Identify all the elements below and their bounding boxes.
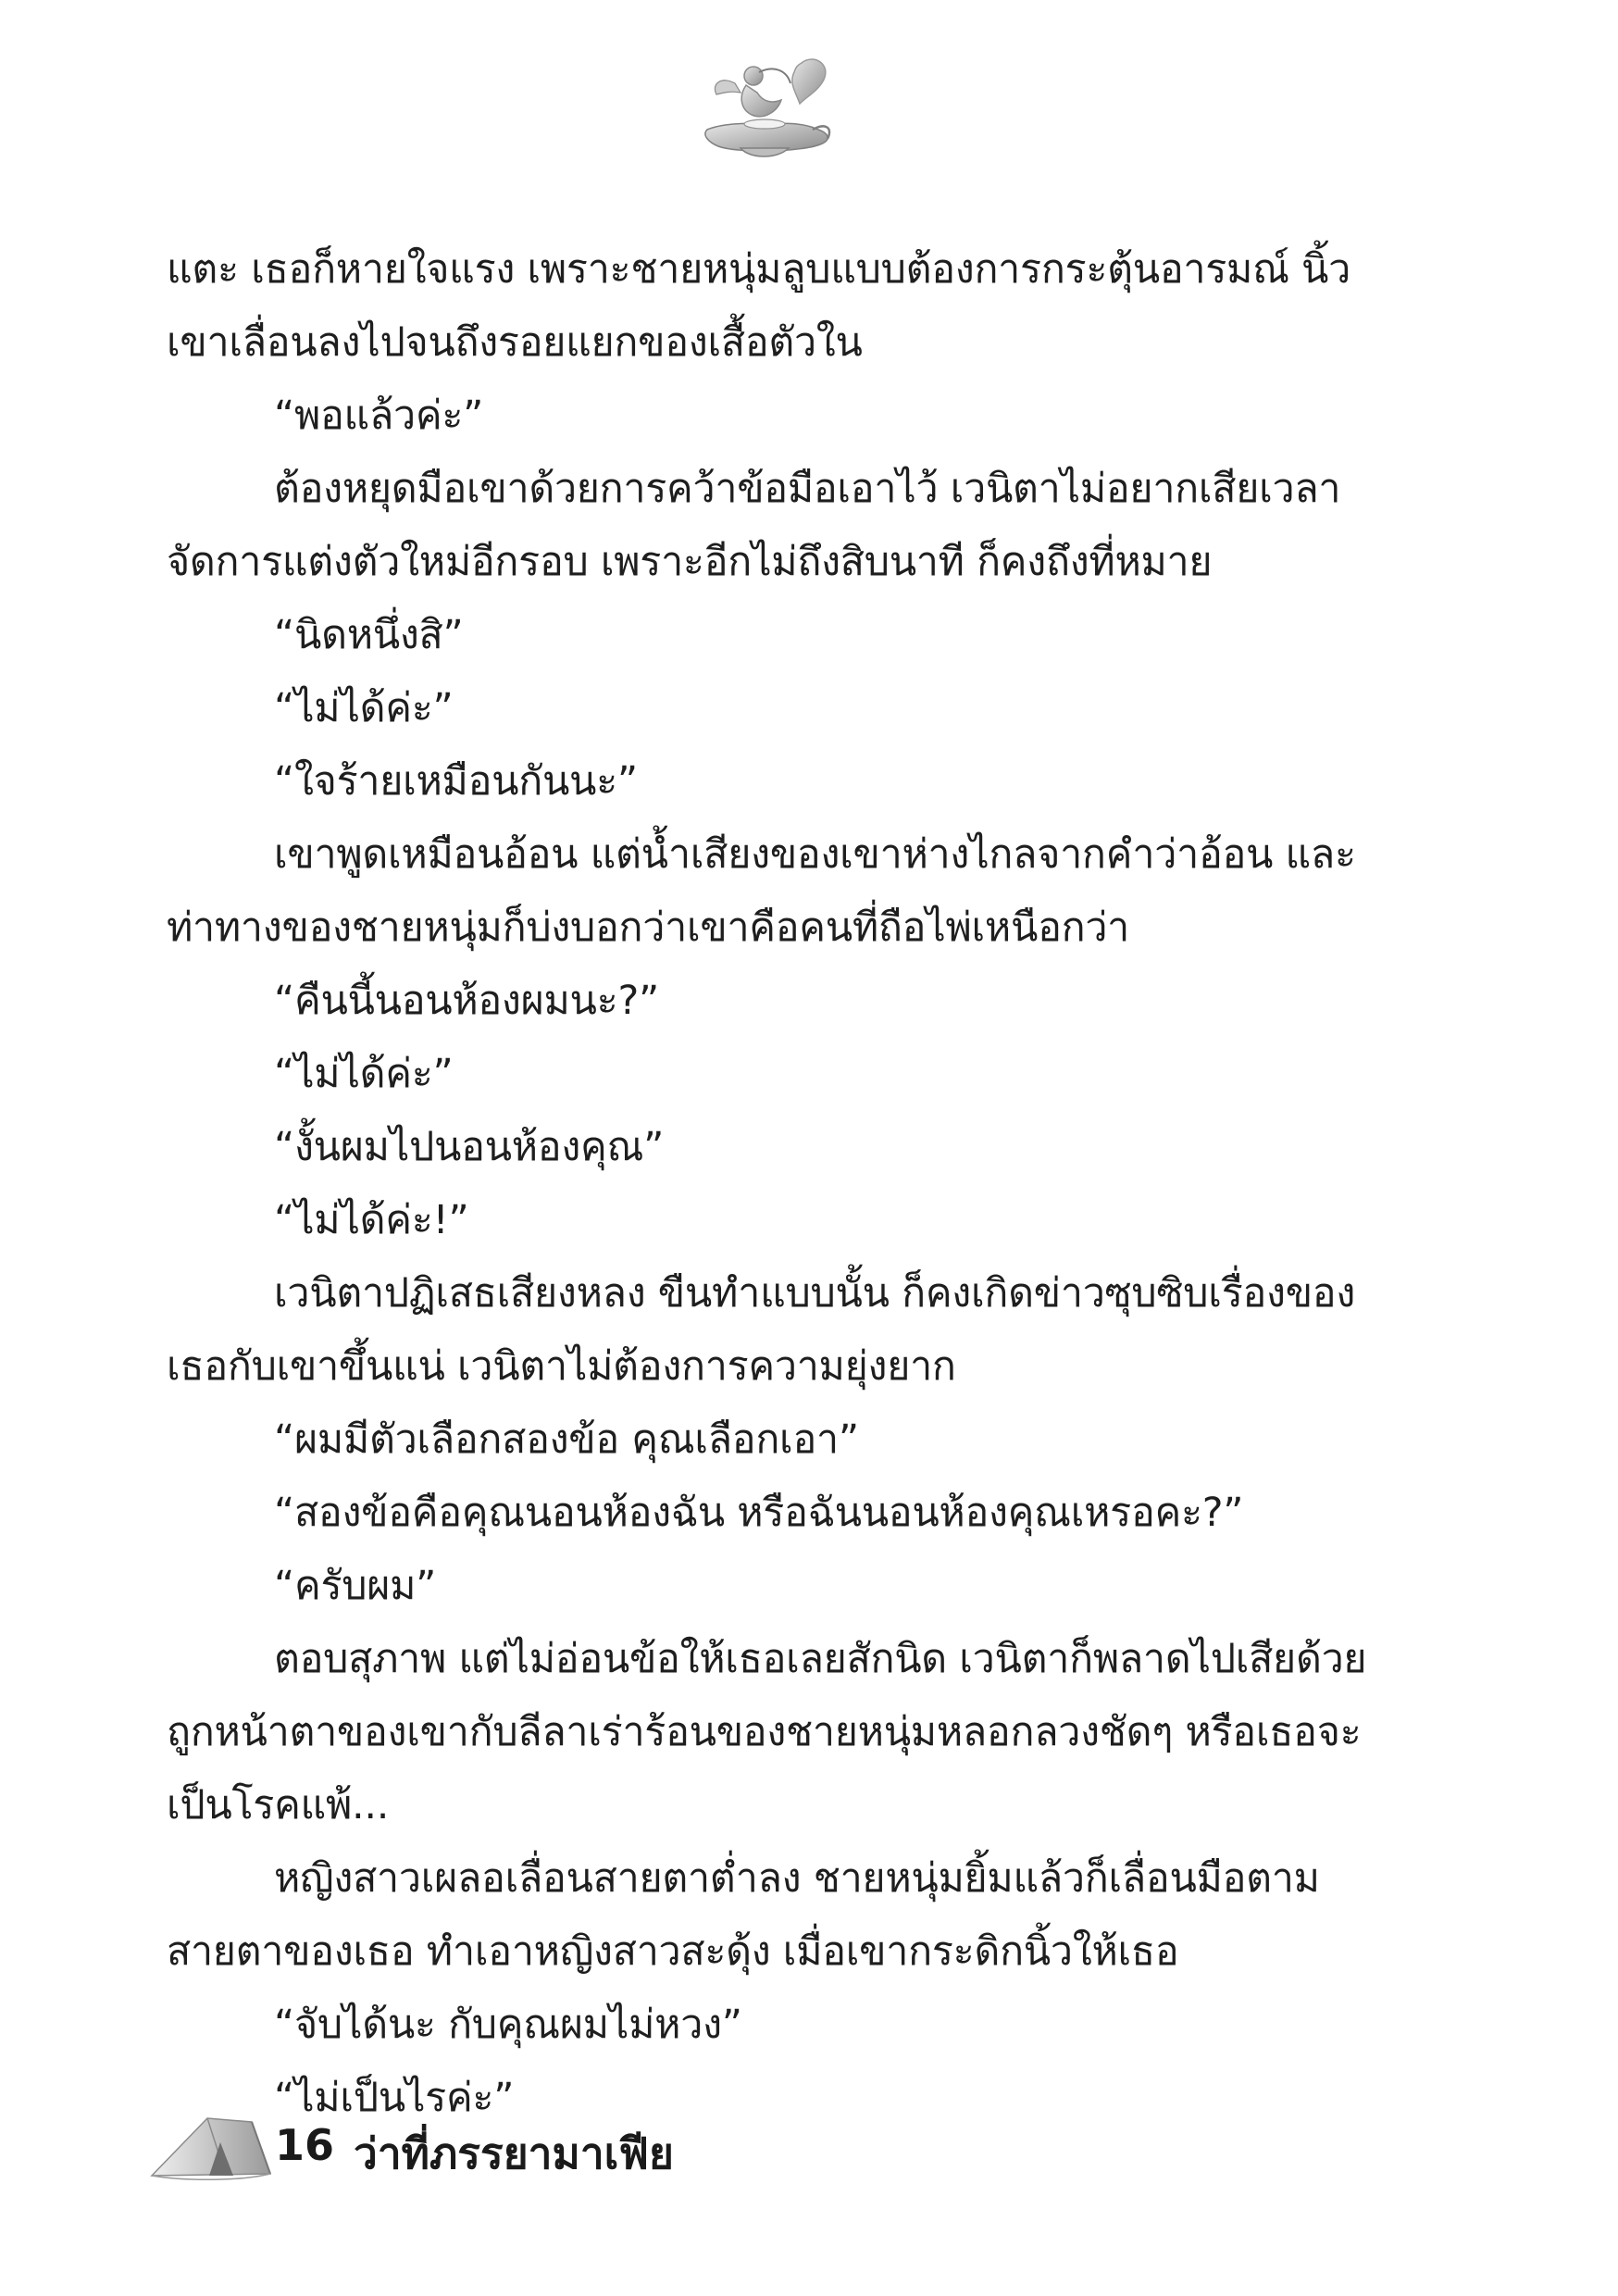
- body-text: [167, 233, 1367, 2135]
- text-line: ถูกหน้าตาของเขากับลีลาเร่าร้อนของชายหนุ่มหลอกลวงชัดๆ หรือเธอจะ: [167, 1709, 1362, 1755]
- text-line: “ไม่ได้ค่ะ”: [274, 685, 454, 731]
- text-line: หญิงสาวเผลอเลื่อนสายตาต่ำลง ชายหนุ่มยิ้มแล้วก็เลื่อนมือตาม: [274, 1855, 1320, 1902]
- text-line: “นิดหนึ่งสิ”: [274, 612, 464, 658]
- text-line: “ครับผม”: [274, 1563, 437, 1609]
- text-line: “สองข้อคือคุณนอนห้องฉัน หรือฉันนอนห้องคุณเหรอคะ?”: [274, 1490, 1244, 1536]
- text-line: “ไม่ได้ค่ะ!”: [274, 1197, 469, 1243]
- text-line: ต้องหยุดมือเขาด้วยการคว้าข้อมือเอาไว้ เวนิตาไม่อยากเสียเวลา: [274, 466, 1341, 512]
- book-title: ว่าที่ภรรยามาเฟีย: [354, 2128, 674, 2178]
- text-line: เป็นโรคแพ้...: [167, 1782, 390, 1828]
- text-line: “จับได้นะ กับคุณผมไม่หวง”: [274, 2002, 742, 2048]
- text-line: ท่าทางของชายหนุ่มก็บ่งบอกว่าเขาคือคนที่ถือไพ่เหนือกว่า: [167, 905, 1130, 951]
- tent-icon: [148, 2102, 274, 2187]
- text-line: สายตาของเธอ ทำเอาหญิงสาวสะดุ้ง เมื่อเขากระดิกนิ้วให้เธอ: [167, 1928, 1179, 1975]
- text-line: “คืนนี้นอนห้องผมนะ?”: [274, 978, 659, 1024]
- text-line: “ไม่เป็นไรค่ะ”: [274, 2075, 515, 2121]
- text-line: “ไม่ได้ค่ะ”: [274, 1051, 454, 1097]
- text-line: เขาพูดเหมือนอ้อน แต่น้ำเสียงของเขาห่างไกลจากคำว่าอ้อน และ: [274, 831, 1356, 878]
- cupid-lamp-ornament-icon: [698, 56, 835, 165]
- page-footer: [148, 2102, 981, 2203]
- text-line: “ใจร้ายเหมือนกันนะ”: [274, 758, 638, 805]
- text-line: เธอกับเขาขึ้นแน่ เวนิตาไม่ต้องการความยุ่งยาก: [167, 1343, 956, 1390]
- text-line: แตะ เธอก็หายใจแรง เพราะชายหนุ่มลูบแบบต้องการกระตุ้นอารมณ์ นิ้ว: [167, 246, 1350, 293]
- text-line: “พอแล้วค่ะ”: [274, 393, 484, 439]
- text-line: “งั้นผมไปนอนห้องคุณ”: [274, 1124, 665, 1170]
- text-line: จัดการแต่งตัวใหม่อีกรอบ เพราะอีกไม่ถึงสิบนาที ก็คงถึงที่หมาย: [167, 539, 1213, 585]
- text-line: ตอบสุภาพ แต่ไม่อ่อนข้อให้เธอเลยสักนิด เวนิตาก็พลาดไปเสียด้วย: [274, 1636, 1367, 1682]
- text-line: เขาเลื่อนลงไปจนถึงรอยแยกของเสื้อตัวใน: [167, 319, 863, 366]
- text-line: เวนิตาปฏิเสธเสียงหลง ขืนทำแบบนั้น ก็คงเกิดข่าวซุบซิบเรื่องของ: [274, 1270, 1356, 1316]
- text-line: “ผมมีตัวเลือกสองข้อ คุณเลือกเอา”: [274, 1416, 859, 1463]
- page-number: 16: [275, 2120, 335, 2170]
